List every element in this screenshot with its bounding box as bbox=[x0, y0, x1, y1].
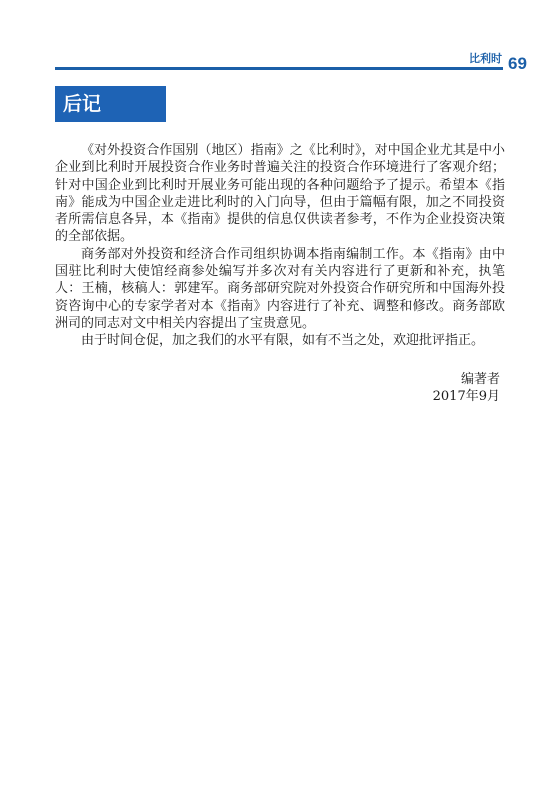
body-text bbox=[55, 142, 505, 350]
signature-date: 2017年9月 bbox=[432, 389, 500, 404]
header-rule bbox=[55, 67, 503, 70]
running-title: 比利时 bbox=[469, 52, 502, 65]
section-title: 后记 bbox=[63, 93, 102, 115]
signature bbox=[320, 371, 500, 405]
paragraph-credits: 商务部对外投资和经济合作司组织协调本指南编制工作。本《指南》由中国驻比利时大使馆经商参处编写并多次对有关内容进行了更新和补充，执笔人：王楠，核稿人：郭建军。商务部研究院对外投资合作研究所和中国海外投资咨询中心的专家学者对本《指南》内容进行了补充、调整和修改。商务部欧洲司的同志对文中相关内容提出了宝贵意见。 bbox=[55, 246, 505, 331]
signature-author: 编著者 bbox=[460, 372, 500, 387]
paragraph-overview: 《对外投资合作国别（地区）指南》之《比利时》，对中国企业尤其是中小企业到比利时开展投资合作业务时普遍关注的投资合作环境进行了客观介绍；针对中国企业到比利时开展业务可能出现的各种问题给予了提示。希望本《指南》能成为中国企业走进比利时的入门向导，但由于篇幅有限，加之不同投资者所需信息各异，本《指南》提供的信息仅供读者参考，不作为企业投资决策的全部依据。 bbox=[55, 143, 505, 245]
page-number: 69 bbox=[508, 54, 527, 73]
paragraph-closing: 由于时间仓促，加之我们的水平有限，如有不当之处，欢迎批评指正。 bbox=[81, 333, 485, 349]
section-banner bbox=[55, 86, 166, 122]
